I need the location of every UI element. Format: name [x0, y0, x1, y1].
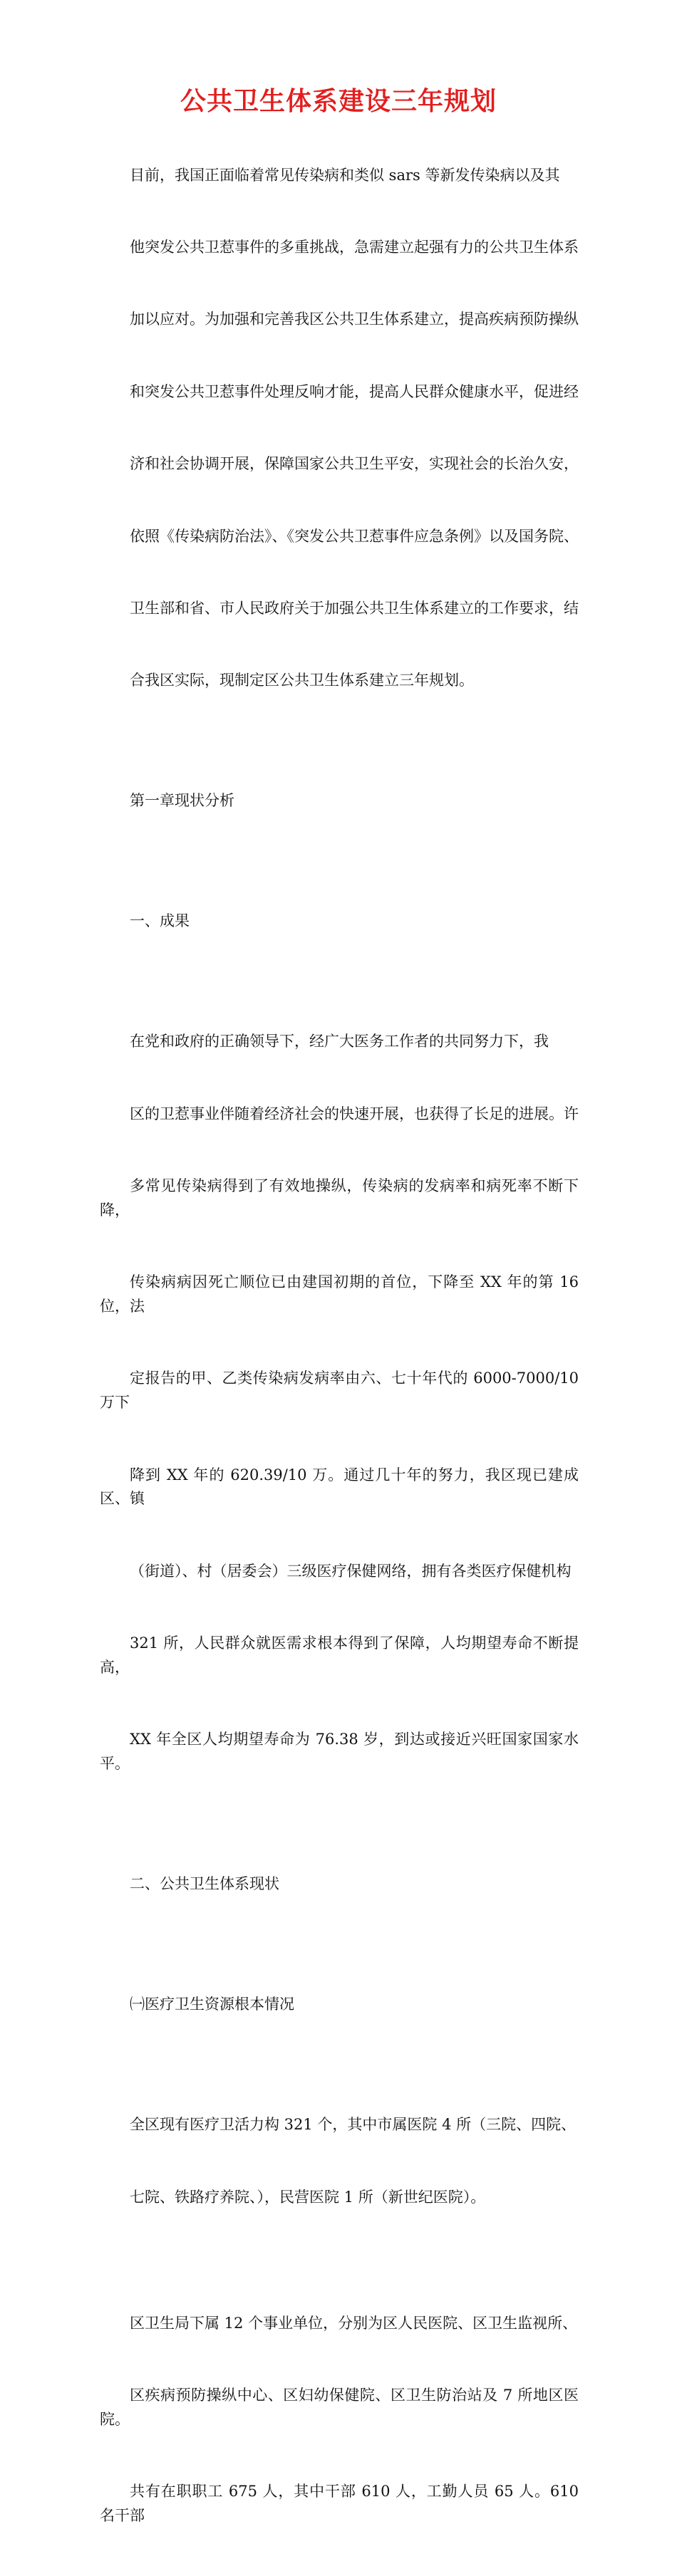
text-line: 济和社会协调开展，保障国家公共卫生平安，实现社会的长治久安，	[130, 455, 579, 473]
text-line: 在党和政府的正确领导下，经广大医务工作者的共同努力下，我	[130, 1033, 549, 1050]
text-line: 二、公共卫生体系现状	[130, 1875, 279, 1893]
paragraph-achievements	[100, 982, 584, 1825]
text-line: 区的卫惹事业伴随着经济社会的快速开展，也获得了长足的进展。许	[130, 1105, 579, 1122]
text-line: 传染病病因死亡顺位已由建国初期的首位，下降至 XX 年的第 16 位，法	[100, 1273, 584, 1315]
chapter-heading	[100, 741, 579, 862]
text-line: 多常见传染病得到了有效地操纵，传染病的发病率和病死率不断下降，	[100, 1177, 579, 1219]
text-line: 全区现有医疗卫活力构 321 个，其中市属医院 4 所（三院、四院、	[130, 2116, 577, 2134]
text-line: 共有在职职工 675 人，其中干部 610 人，工勤人员 65 人。610 名干部	[100, 2483, 584, 2524]
document-body	[100, 115, 584, 2576]
text-line: 目前，我国正面临着常见传染病和类似 sars 等新发传染病以及其	[130, 166, 560, 184]
section-heading-system-status	[100, 1825, 579, 1945]
text-line: ㈠医疗卫生资源根本情况	[130, 1996, 294, 2013]
paragraph-bureau-units	[100, 2263, 584, 2576]
text-line: 321 所，人民群众就医需求根本得到了保障，人均期望寿命不断提高，	[100, 1634, 579, 1676]
document-title: 公共卫生体系建设三年规划	[180, 87, 497, 116]
text-line: 区疾病预防操纵中心、区妇幼保健院、区卫生防治站及 7 所地区医院。	[100, 2386, 579, 2428]
text-line: 依照《传染病防治法》、《突发公共卫惹事件应急条例》以及国务院、	[130, 527, 579, 545]
text-line: 定报告的甲、乙类传染病发病率由六、七十年代的 6000-7000/10 万下	[100, 1370, 584, 1412]
text-line: 和突发公共卫惹事件处理反响才能，提高人民群众健康水平，促进经	[130, 382, 579, 400]
text-line: 第一章现状分析	[130, 792, 234, 810]
paragraph-intro	[100, 115, 579, 741]
subsection-heading-resources	[100, 1945, 579, 2065]
text-line: （街道）、村（居委会）三级医疗保健网络，拥有各类医疗保健机构	[130, 1562, 572, 1580]
text-line: 一、成果	[130, 912, 190, 930]
text-line: XX 年全区人均期望寿命为 76.38 岁，到达或接近兴旺国家国家水平。	[100, 1731, 579, 1773]
text-line: 合我区实际，现制定区公共卫生体系建立三年规划。	[130, 672, 474, 689]
text-line: 他突发公共卫惹事件的多重挑战，急需建立起强有力的公共卫生体系	[130, 238, 579, 256]
text-line: 卫生部和省、市人民政府关于加强公共卫生体系建立的工作要求，结	[130, 599, 579, 617]
paragraph-institutions	[100, 2065, 579, 2258]
text-line: 降到 XX 年的 620.39/10 万。通过几十年的努力，我区现已建成区、镇	[100, 1466, 579, 1508]
text-line: 七院、铁路疗养院、），民营医院 1 所（新世纪医院）。	[130, 2188, 486, 2206]
text-line: 区卫生局下属 12 个事业单位，分别为区人民医院、区卫生监视所、	[130, 2314, 578, 2332]
text-line: 加以应对。为加强和完善我区公共卫生体系建立，提高疾病预防操纵	[130, 311, 579, 328]
section-heading-achievements	[100, 862, 579, 982]
